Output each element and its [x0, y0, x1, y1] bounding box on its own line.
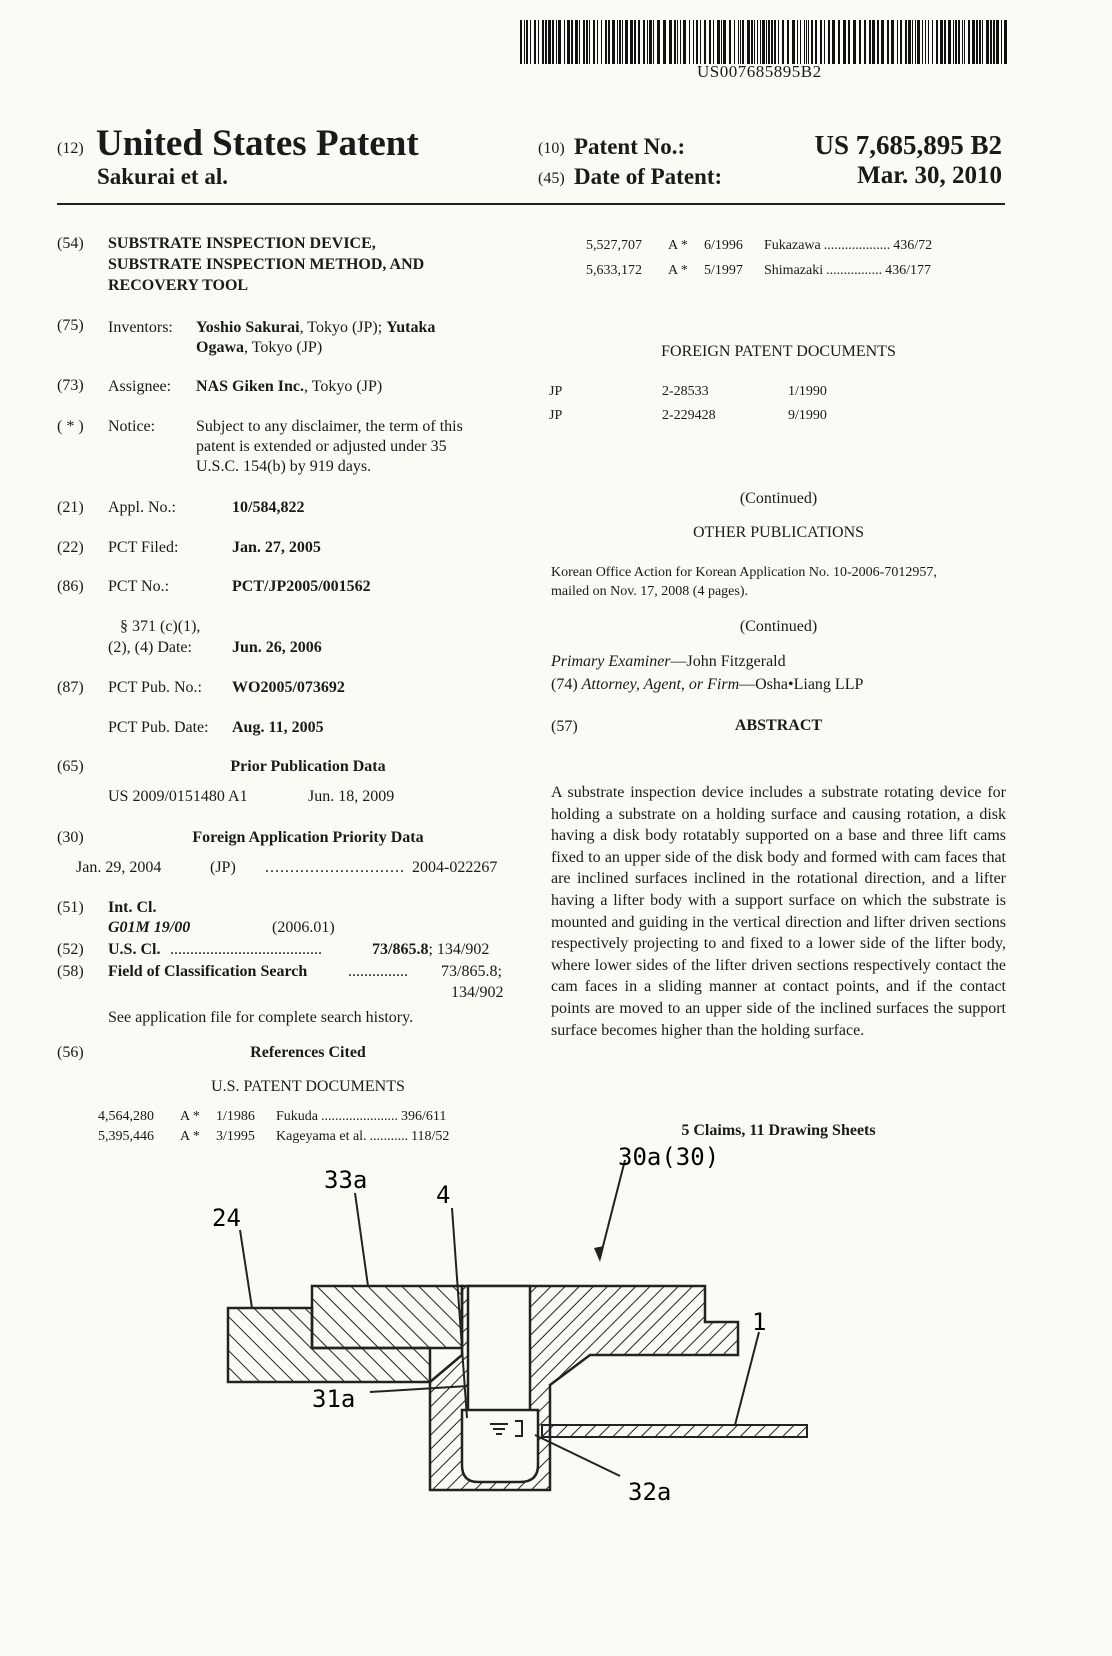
- us-patent-docs-heading: U.S. PATENT DOCUMENTS: [211, 1078, 405, 1095]
- code-notice: ( * ): [57, 418, 84, 435]
- refs-heading: References Cited: [250, 1044, 366, 1061]
- date-label: Date of Patent:: [574, 164, 723, 189]
- pct-pub-date-label: PCT Pub. Date:: [108, 719, 209, 736]
- document-number: US007685895B2: [697, 62, 822, 81]
- field-search-v2: 134/902: [451, 984, 504, 1001]
- int-cl-code: G01M 19/00: [108, 919, 191, 936]
- label-32a: 32a: [628, 1478, 672, 1506]
- foreign-ref-row: JP 2-229428 9/1990: [549, 408, 827, 423]
- attorney: (74) Attorney, Agent, or Firm—Osha•Liang LLP: [551, 676, 864, 693]
- right-us-refs: [586, 233, 932, 283]
- other-pub: Korean Office Action for Korean Application No. 10-2006-7012957, mailed on Nov. 17, 2008 (4 pages).: [551, 565, 937, 599]
- arrowhead-30a: [594, 1246, 604, 1262]
- patent-no: US 7,685,895 B2: [814, 130, 1002, 160]
- pct-filed: Jan. 27, 2005: [232, 539, 321, 556]
- int-cl-year: (2006.01): [272, 919, 335, 936]
- fp-number: 2004-022267: [412, 859, 498, 876]
- label-1: 1: [752, 1308, 767, 1336]
- code-45: (45): [538, 170, 565, 187]
- code-21: (21): [57, 499, 84, 516]
- s371-l1: § 371 (c)(1),: [120, 618, 201, 635]
- patent-no-label: Patent No.:: [574, 134, 686, 159]
- code-57: (57): [551, 718, 578, 735]
- leader-33a: [355, 1193, 368, 1286]
- pct-pub-no-label: PCT Pub. No.:: [108, 679, 202, 696]
- code-58: (58): [57, 963, 84, 980]
- header-rule: [57, 203, 1005, 205]
- appl-no-label: Appl. No.:: [108, 499, 176, 516]
- code-51: (51): [57, 899, 84, 916]
- see-app-note: See application file for complete search history.: [108, 1009, 414, 1026]
- assignee: NAS Giken Inc., Tokyo (JP): [196, 378, 383, 395]
- abstract-text: A substrate inspection device includes a substrate rotating device for holding a substrate on a holding surface and causing rotation, a disk having a disk body rotatably supported on a base and three lift cams fixed to an upper side of the disk body and formed with cam faces that are inclined surfaces inclined in the rotational direction, and a lifter having a lifter body with a support surface on which the substrate is mounted and guiding in the vertical direction and lifter driven sections respectively projecting to and fixed to a lower side of the lifter body, where lower sides of the lifter driven sections respectively contact the cam faces in a sliding manner at contact points, and if the contact points are moved to an upper side of the inclined surfaces the support surface becomes higher than the holding surface.: [551, 784, 1006, 1039]
- code-12: (12): [57, 140, 84, 157]
- label-24: 24: [212, 1204, 241, 1232]
- leader-30a: [600, 1160, 625, 1258]
- inventors-line1: Yoshio Sakurai, Tokyo (JP); Yutaka: [196, 319, 436, 336]
- left-us-refs: [98, 1107, 449, 1147]
- other-pubs-heading: OTHER PUBLICATIONS: [692, 524, 865, 541]
- code-75: (75): [57, 317, 84, 334]
- us-cl-value: 73/865.8; 134/902: [372, 941, 490, 958]
- pct-pub-date: Aug. 11, 2005: [232, 719, 324, 736]
- field-search-label: Field of Classification Search: [108, 963, 308, 980]
- int-cl-label: Int. Cl.: [108, 899, 157, 916]
- continued-1: (Continued): [739, 490, 818, 507]
- inventors-label: Inventors:: [108, 319, 173, 336]
- representative-drawing: [200, 1143, 860, 1540]
- appl-no: 10/584,822: [232, 499, 305, 516]
- notice-text: Subject to any disclaimer, the term of this patent is extended or adjusted under 35 U.S.C. 154(b) by 919 days.: [196, 418, 463, 475]
- pct-pub-no: WO2005/073692: [232, 679, 345, 696]
- left-us-ref-row: 4,564,280 A * 1/1986 Fukuda ...................... 396/611: [98, 1109, 447, 1124]
- code-10: (10): [538, 140, 565, 157]
- code-86: (86): [57, 578, 84, 595]
- field-search-v1: 73/865.8;: [441, 963, 502, 980]
- assignee-label: Assignee:: [108, 378, 172, 395]
- notice-label: Notice:: [108, 418, 156, 435]
- substrate-1: [542, 1425, 807, 1437]
- barcode: [520, 20, 1005, 64]
- prior-pub-no: US 2009/0151480 A1: [108, 788, 248, 805]
- s371-date: Jun. 26, 2006: [232, 639, 322, 656]
- inventors-line2: Ogawa, Tokyo (JP): [196, 339, 323, 356]
- right-us-ref-row: 5,633,172 A * 5/1997 Shimazaki ................ 436/177: [586, 263, 931, 278]
- code-30: (30): [57, 829, 84, 846]
- pct-no: PCT/JP2005/001562: [232, 578, 371, 595]
- continued-2: (Continued): [739, 618, 818, 635]
- code-73: (73): [57, 377, 84, 394]
- code-52: (52): [57, 941, 84, 958]
- right-us-ref-row: 5,527,707 A * 6/1996 Fukazawa ................... 436/72: [586, 238, 933, 253]
- patent-title: United States Patent: [96, 123, 419, 164]
- code-56: (56): [57, 1044, 84, 1061]
- invention-title-l2: SUBSTRATE INSPECTION METHOD, AND: [108, 256, 425, 273]
- authors: Sakurai et al.: [97, 164, 228, 189]
- cavity-31a: [462, 1410, 538, 1482]
- foreign-refs: [549, 380, 868, 428]
- primary-examiner: Primary Examiner—John Fitzgerald: [551, 653, 786, 670]
- invention-title-l1: SUBSTRATE INSPECTION DEVICE,: [108, 235, 376, 252]
- pct-filed-label: PCT Filed:: [108, 539, 179, 556]
- label-30a: 30a(30): [618, 1143, 720, 1171]
- prior-pub-date: Jun. 18, 2009: [308, 788, 395, 805]
- fp-leader: ............................: [265, 859, 405, 876]
- field-search-leader: ...............: [348, 963, 408, 980]
- prior-pub-heading: Prior Publication Data: [230, 758, 386, 775]
- pct-no-label: PCT No.:: [108, 578, 170, 595]
- foreign-priority-heading: Foreign Application Priority Data: [192, 829, 424, 846]
- invention-title-l3: RECOVERY TOOL: [108, 277, 249, 294]
- foreign-docs-heading: FOREIGN PATENT DOCUMENTS: [661, 343, 896, 360]
- label-31a: 31a: [312, 1385, 356, 1413]
- leader-24: [240, 1230, 252, 1308]
- code-22: (22): [57, 539, 84, 556]
- fp-date: Jan. 29, 2004: [76, 859, 162, 876]
- left-us-ref-row: 5,395,446 A * 3/1995 Kageyama et al. ........... 118/52: [98, 1129, 450, 1144]
- label-33a: 33a: [324, 1166, 368, 1194]
- code-87: (87): [57, 679, 84, 696]
- patent-date: Mar. 30, 2010: [857, 162, 1002, 189]
- claims-sheets: 5 Claims, 11 Drawing Sheets: [681, 1122, 876, 1139]
- foreign-ref-row: JP 2-28533 1/1990: [549, 384, 827, 399]
- part-33a: [312, 1286, 462, 1348]
- label-4: 4: [436, 1181, 451, 1209]
- us-cl-label: U.S. Cl.: [108, 941, 161, 958]
- abstract-heading: ABSTRACT: [734, 717, 823, 734]
- code-65: (65): [57, 758, 84, 775]
- fp-country: (JP): [210, 859, 236, 876]
- s371-l2: (2), (4) Date:: [108, 639, 192, 656]
- us-cl-leader: ......................................: [170, 941, 322, 958]
- code-54: (54): [57, 235, 84, 252]
